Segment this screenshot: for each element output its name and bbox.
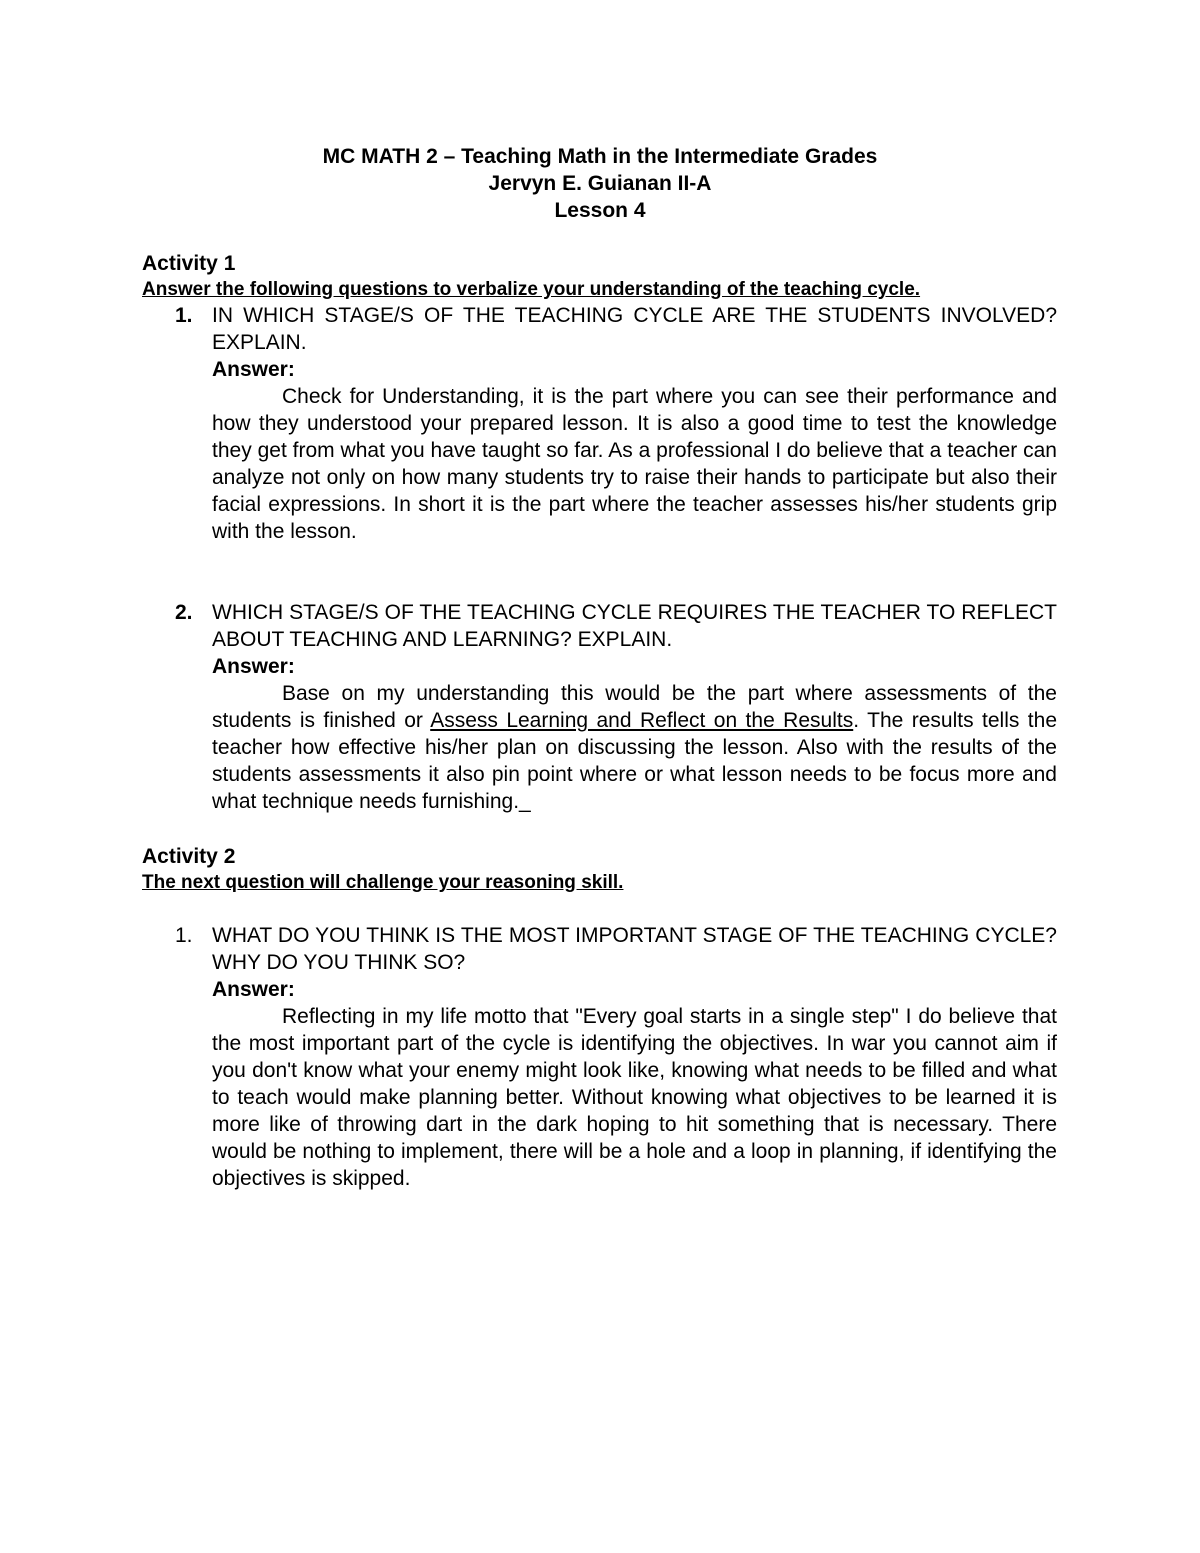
- activity-1-question-2: [175, 599, 1057, 815]
- answer-text: Check for Understanding, it is the part where you can see their performance and how they understood your prepared lesson. It is also a good time to test the knowledge they get from what you have taught so far. As a professional I do believe that a teacher can analyze not only on how many students try to raise their hands to participate but also their facial expressions. In short it is the part where the teacher assesses his/her students grip with the lesson.: [212, 385, 1057, 543]
- answer-underlined-stage: Assess Learning and Reflect on the Results: [430, 709, 854, 732]
- question-number: 2.: [175, 601, 193, 624]
- answer-trailing-underscore: _: [519, 790, 531, 813]
- answer-label: Answer:: [212, 358, 295, 381]
- activity-1-instruction: Answer the following questions to verbalize your understanding of the teaching cycle.: [142, 279, 921, 300]
- answer-label: Answer:: [212, 655, 295, 678]
- lesson-title: Lesson 4: [554, 199, 646, 222]
- answer-text: [212, 680, 1057, 815]
- course-title: MC MATH 2 – Teaching Math in the Intermediate Grades: [322, 145, 878, 168]
- activity-2-question-1: [175, 922, 1057, 1192]
- activity-2-instruction: The next question will challenge your reasoning skill.: [142, 872, 624, 893]
- document-header: [0, 143, 1200, 224]
- answer-label: Answer:: [212, 978, 295, 1001]
- activity-2-title: Activity 2: [142, 845, 236, 868]
- question-text: IN WHICH STAGE/S OF THE TEACHING CYCLE ARE THE STUDENTS INVOLVED? EXPLAIN.: [212, 304, 1057, 354]
- question-text: WHICH STAGE/S OF THE TEACHING CYCLE REQUIRES THE TEACHER TO REFLECT ABOUT TEACHING AND LEARNING? EXPLAIN.: [212, 601, 1057, 651]
- question-text: WHAT DO YOU THINK IS THE MOST IMPORTANT STAGE OF THE TEACHING CYCLE? WHY DO YOU THINK SO?: [212, 924, 1057, 974]
- activity-1-title: Activity 1: [142, 252, 236, 275]
- answer-text: Reflecting in my life motto that "Every goal starts in a single step" I do believe that the most important part of the cycle is identifying the objectives. In war you cannot aim if you don't know what your enemy might look like, knowing what needs to be filled and what to teach would make planning better. Without knowing what objectives to be learned it is more like of throwing dart in the dark hoping to hit something that is necessary. There would be nothing to implement, there will be a hole and a loop in planning, if identifying the objectives is skipped.: [212, 1005, 1057, 1190]
- question-number: 1.: [175, 924, 193, 947]
- answer-text-part-2: . The results tells the teacher how effective his/her plan on discussing the lesson. Also with the results of the students assessments it also pin point where or what lesson needs to be focus more and what technique needs furnishing.: [212, 709, 1057, 813]
- student-name: Jervyn E. Guianan II-A: [488, 172, 712, 195]
- activity-1-question-1: [175, 302, 1057, 545]
- question-number: 1.: [175, 304, 193, 327]
- answer-text-part-1: Base on my understanding this would be the part where assessments of the students is finished or: [212, 682, 1057, 732]
